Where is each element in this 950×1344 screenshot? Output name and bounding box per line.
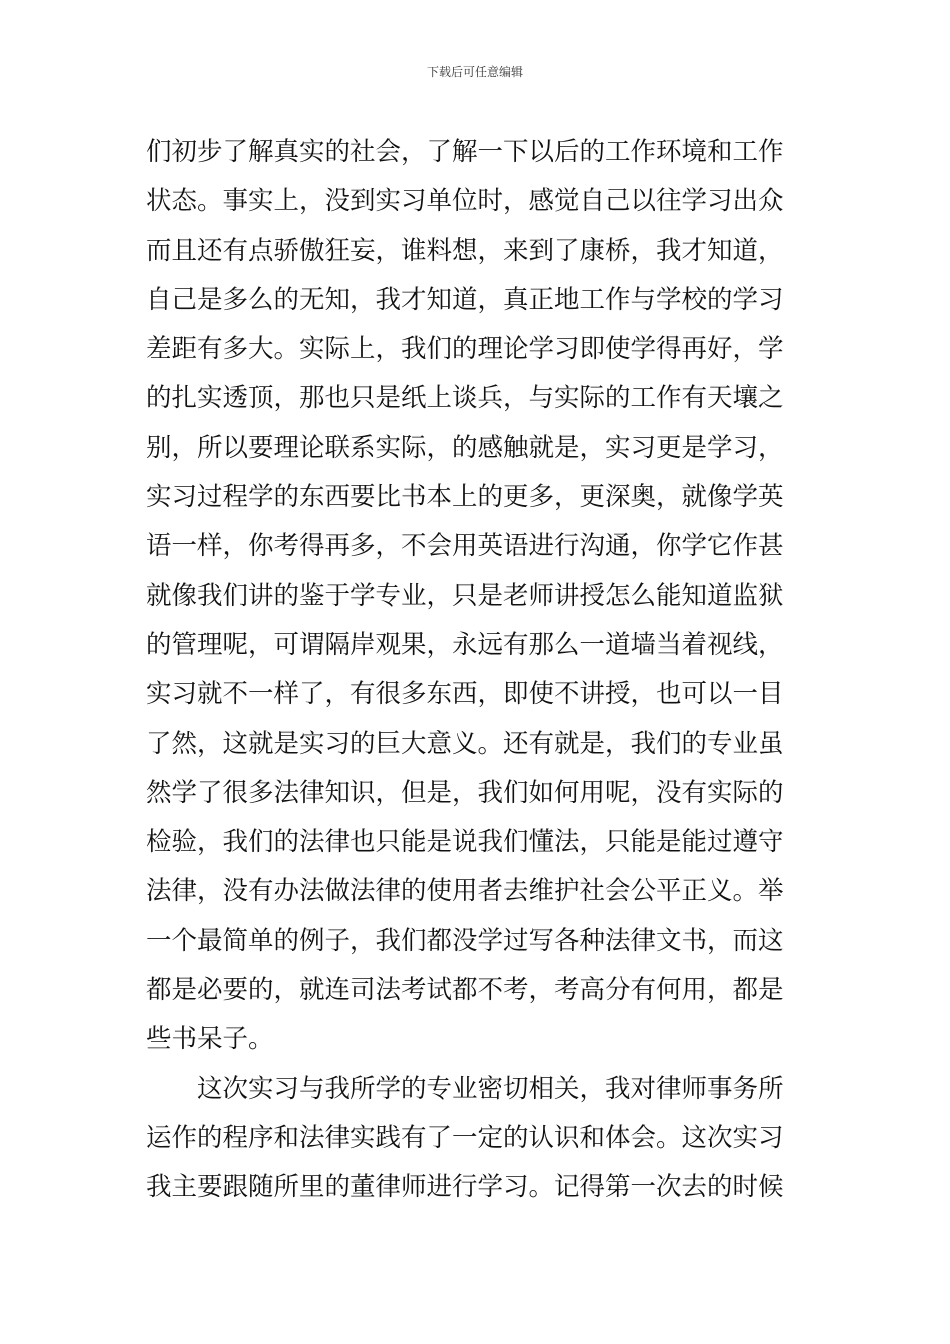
text-line: 我主要跟随所里的董律师进行学习。记得第一次去的时候 [146,1172,784,1203]
text-line: 都是必要的，就连司法考试都不考，考高分有何用，都是 [146,975,784,1006]
text-line: 这次实习与我所学的专业密切相关，我对律师事务所 [146,1073,784,1104]
text-line: 语一样，你考得再多，不会用英语进行沟通，你学它作甚 [146,531,784,562]
text-line: 法律，没有办法做法律的使用者去维护社会公平正义。举 [146,876,784,907]
text-line: 的扎实透顶，那也只是纸上谈兵，与实际的工作有天壤之 [146,383,784,414]
text-line: 的管理呢，可谓隔岸观果，永远有那么一道墙当着视线， [146,629,784,660]
text-line: 差距有多大。实际上，我们的理论学习即使学得再好，学 [146,334,784,365]
text-line: 状态。事实上，没到实习单位时，感觉自己以往学习出众 [146,186,784,217]
text-line: 了然，这就是实习的巨大意义。还有就是，我们的专业虽 [146,728,784,759]
text-line: 一个最简单的例子，我们都没学过写各种法律文书，而这 [146,925,784,956]
text-line: 检验，我们的法律也只能是说我们懂法，只能是能过遵守 [146,827,784,858]
text-line: 而且还有点骄傲狂妄，谁料想，来到了康桥，我才知道， [146,235,784,266]
text-line: 实习就不一样了，有很多东西，即使不讲授，也可以一目 [146,679,784,710]
text-line: 运作的程序和法律实践有了一定的认识和体会。这次实习 [146,1122,784,1153]
document-body [146,128,810,1213]
page-header: 下载后可任意编辑 [426,65,523,79]
text-line: 自己是多么的无知，我才知道，真正地工作与学校的学习 [146,284,784,315]
text-line: 些书呆子。 [146,1024,274,1055]
text-line: 实习过程学的东西要比书本上的更多，更深奥，就像学英 [146,482,784,513]
text-line: 别，所以要理论联系实际，的感触就是，实习更是学习， [146,432,784,463]
text-line: 就像我们讲的鉴于学专业，只是老师讲授怎么能知道监狱 [146,580,784,611]
text-line: 然学了很多法律知识，但是，我们如何用呢，没有实际的 [146,777,784,808]
text-line: 们初步了解真实的社会，了解一下以后的工作环境和工作 [146,137,784,167]
